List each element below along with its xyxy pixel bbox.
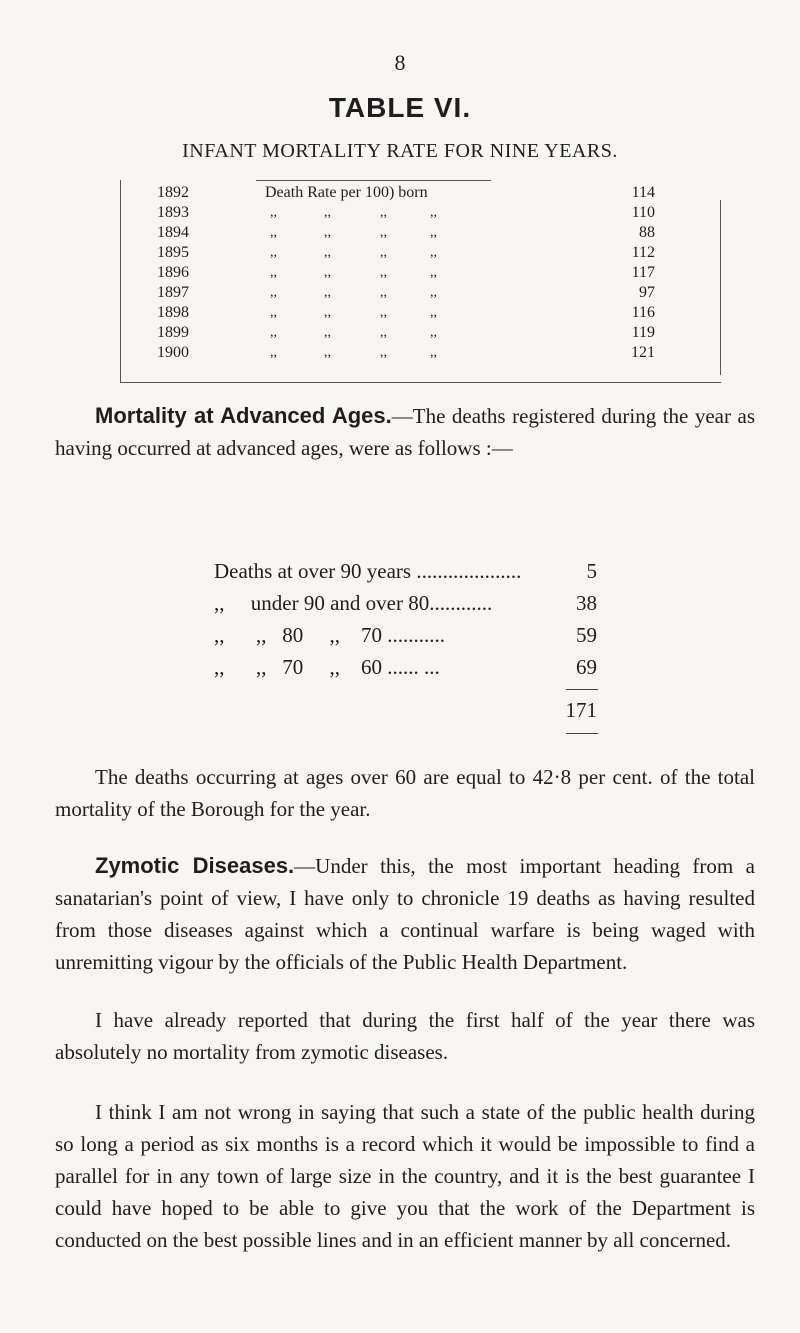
table-title: TABLE VI. xyxy=(328,92,472,123)
ditto-mark: ,, xyxy=(430,245,437,260)
list-label: ,, ,, 70 ,, 60 ...... ... xyxy=(214,655,440,679)
ditto-mark: ,, xyxy=(270,225,277,240)
ditto-mark: ,, xyxy=(270,205,277,220)
ditto-mark: ,, xyxy=(324,205,331,220)
total-rule-bottom xyxy=(566,733,598,734)
row-year: 1898 xyxy=(157,304,189,321)
ditto-mark: ,, xyxy=(324,325,331,340)
zymotic-paragraph-2 xyxy=(55,1004,755,1068)
row-rate: 119 xyxy=(631,324,655,341)
ditto-mark: ,, xyxy=(324,285,331,300)
ditto-mark: ,, xyxy=(380,325,387,340)
list-label: Deaths at over 90 years .................... xyxy=(214,559,522,583)
row-rate: 88 xyxy=(639,224,655,241)
ditto-mark: ,, xyxy=(270,345,277,360)
row-rate: 117 xyxy=(631,264,655,281)
row-year: 1897 xyxy=(157,284,189,301)
ditto-mark: ,, xyxy=(324,265,331,280)
list-label: ,, under 90 and over 80............ xyxy=(214,591,493,615)
row-year: 1893 xyxy=(157,204,189,221)
ditto-mark: ,, xyxy=(270,305,277,320)
ditto-mark: ,, xyxy=(430,305,437,320)
zymotic-heading: Zymotic Diseases. xyxy=(95,853,295,878)
ditto-mark: ,, xyxy=(270,265,277,280)
zymotic-paragraph xyxy=(55,850,755,978)
ditto-mark: ,, xyxy=(380,285,387,300)
list-row xyxy=(0,587,800,619)
list-value: 38 xyxy=(576,591,597,615)
ditto-mark: ,, xyxy=(270,325,277,340)
row-label: Death Rate per 100) born xyxy=(265,184,428,201)
row-rate: 97 xyxy=(639,284,655,301)
ditto-mark: ,, xyxy=(430,265,437,280)
ditto-mark: ,, xyxy=(430,345,437,360)
row-rate: 112 xyxy=(631,244,655,261)
row-rate: 121 xyxy=(631,344,655,361)
ditto-mark: ,, xyxy=(324,345,331,360)
zymotic-para3: I think I am not wrong in saying that such a state of the public health during so long a period as six months is a record which it would be impossible to find a parallel for in any town of large size in the country, and it is the best guarantee I could have hoped to be able to give you that the work of the Department is conducted on the best possible lines and in an efficient manner by all concerned. xyxy=(55,1100,755,1252)
ditto-mark: ,, xyxy=(324,305,331,320)
zymotic-para1: —Under this, the most important heading from a sanatarian's point of view, I have only to chronicle 19 deaths as having resulted from those diseases against which a continual warfare is being waged with unremitting vigour by the officials of the Public Health Department. xyxy=(55,854,756,974)
list-value: 59 xyxy=(576,623,597,647)
zymotic-para2: I have already reported that during the first half of the year there was absolutely no mortality from zymotic diseases. xyxy=(55,1008,755,1064)
ditto-mark: ,, xyxy=(324,245,331,260)
ditto-mark: ,, xyxy=(270,245,277,260)
list-total: 171 xyxy=(565,698,597,722)
list-row xyxy=(0,555,800,587)
ditto-mark: ,, xyxy=(430,205,437,220)
list-label: ,, ,, 80 ,, 70 ........... xyxy=(214,623,445,647)
ditto-mark: ,, xyxy=(380,205,387,220)
table-subtitle: INFANT MORTALITY RATE FOR NINE YEARS. xyxy=(182,140,618,162)
mortality-heading: Mortality at Advanced Ages. xyxy=(95,403,392,428)
mortality-note xyxy=(55,761,755,825)
list-value: 69 xyxy=(576,655,597,679)
ditto-mark: ,, xyxy=(380,245,387,260)
zymotic-paragraph-3 xyxy=(55,1096,755,1256)
mortality-note-text: The deaths occurring at ages over 60 are equal to 42·8 per cent. of the total mortality of the Borough for the year. xyxy=(55,765,755,821)
page-number: 8 xyxy=(394,50,406,75)
row-year: 1900 xyxy=(157,344,189,361)
total-rule-top xyxy=(566,689,598,690)
ditto-mark: ,, xyxy=(380,265,387,280)
ditto-mark: ,, xyxy=(430,225,437,240)
row-rate: 114 xyxy=(631,184,655,201)
ditto-mark: ,, xyxy=(270,285,277,300)
row-rate: 110 xyxy=(631,204,655,221)
ditto-mark: ,, xyxy=(380,305,387,320)
mortality-intro: —The deaths registered during the year as having occurred at advanced ages, were as follows :— xyxy=(55,404,755,460)
row-year: 1899 xyxy=(157,324,189,341)
list-total-row xyxy=(0,694,800,726)
row-year: 1892 xyxy=(157,184,189,201)
list-value: 5 xyxy=(586,559,597,583)
list-row xyxy=(0,619,800,651)
row-rate: 116 xyxy=(631,304,655,321)
ditto-mark: ,, xyxy=(430,325,437,340)
list-row xyxy=(0,651,800,683)
row-year: 1896 xyxy=(157,264,189,281)
row-year: 1895 xyxy=(157,244,189,261)
row-year: 1894 xyxy=(157,224,189,241)
ditto-mark: ,, xyxy=(430,285,437,300)
ditto-mark: ,, xyxy=(324,225,331,240)
ditto-mark: ,, xyxy=(380,225,387,240)
ditto-mark: ,, xyxy=(380,345,387,360)
